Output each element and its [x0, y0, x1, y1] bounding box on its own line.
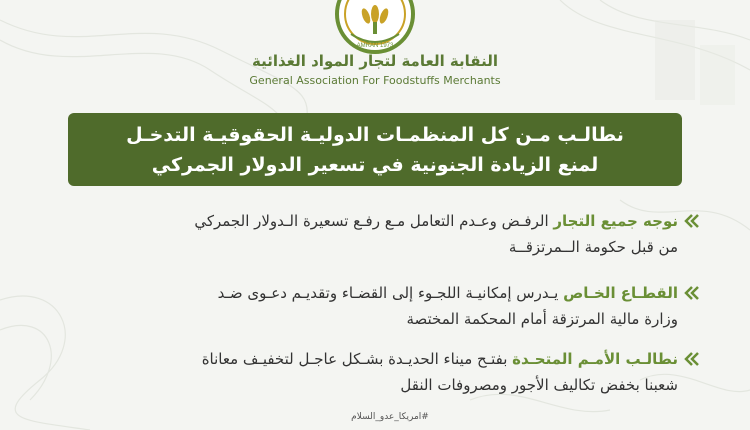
- bullet-line-2: شعبنا بخفض تكاليف الأجور ومصروفات النقل: [400, 376, 678, 394]
- double-chevron-left-icon: [684, 213, 700, 229]
- bullet-lead: نوجه جميع التجار: [553, 212, 678, 230]
- bullet-lead: القطـاع الخـاص: [563, 284, 678, 302]
- title-line-1: نطالـب مـن كل المنظمـات الدوليـة الحقوقيـة التدخـل: [126, 123, 624, 146]
- title-line-2: لمنع الزيادة الجنونية في تسعير الدولار الجمركي: [151, 153, 599, 176]
- bullet-item: [58, 346, 678, 398]
- bullet-line-1: [58, 346, 678, 372]
- bullet-line-2: من قبل حكومة الــمرتزقــة: [508, 238, 678, 256]
- bullet-text: الرفـض وعـدم التعامل مـع رفـع تسعيرة الـدولار الجمركي: [194, 212, 554, 230]
- double-chevron-left-icon: [684, 285, 700, 301]
- bullet-lead: نطالـب الأمـم المتحـدة: [512, 350, 678, 368]
- bullet-line-2: وزارة مالية المرتزقة أمام المحكمة المختصة: [406, 310, 678, 328]
- logo-text: AMRAN 1973: [356, 43, 394, 49]
- title-banner: [68, 113, 682, 186]
- org-name-english: General Association For Foodstuffs Merchants: [249, 74, 501, 87]
- double-chevron-left-icon: [684, 351, 700, 367]
- association-logo: [329, 0, 421, 54]
- bullet-text: يـدرس إمكانيـة اللجـوء إلى القضـاء وتقديـم دعـوى ضـد: [217, 284, 564, 302]
- bullet-text: بفتـح ميناء الحديـدة بشـكل عاجـل لتخفيـف معاناة: [201, 350, 513, 368]
- org-name-arabic: النقابة العامة لتجار المواد الغذائية: [251, 52, 498, 70]
- bullet-item: [58, 280, 678, 332]
- bullet-line-1: [58, 208, 678, 234]
- hashtag: #امريكا_عدو_السلام: [351, 412, 429, 422]
- bullet-item: [58, 208, 678, 260]
- bullet-line-1: [58, 280, 678, 306]
